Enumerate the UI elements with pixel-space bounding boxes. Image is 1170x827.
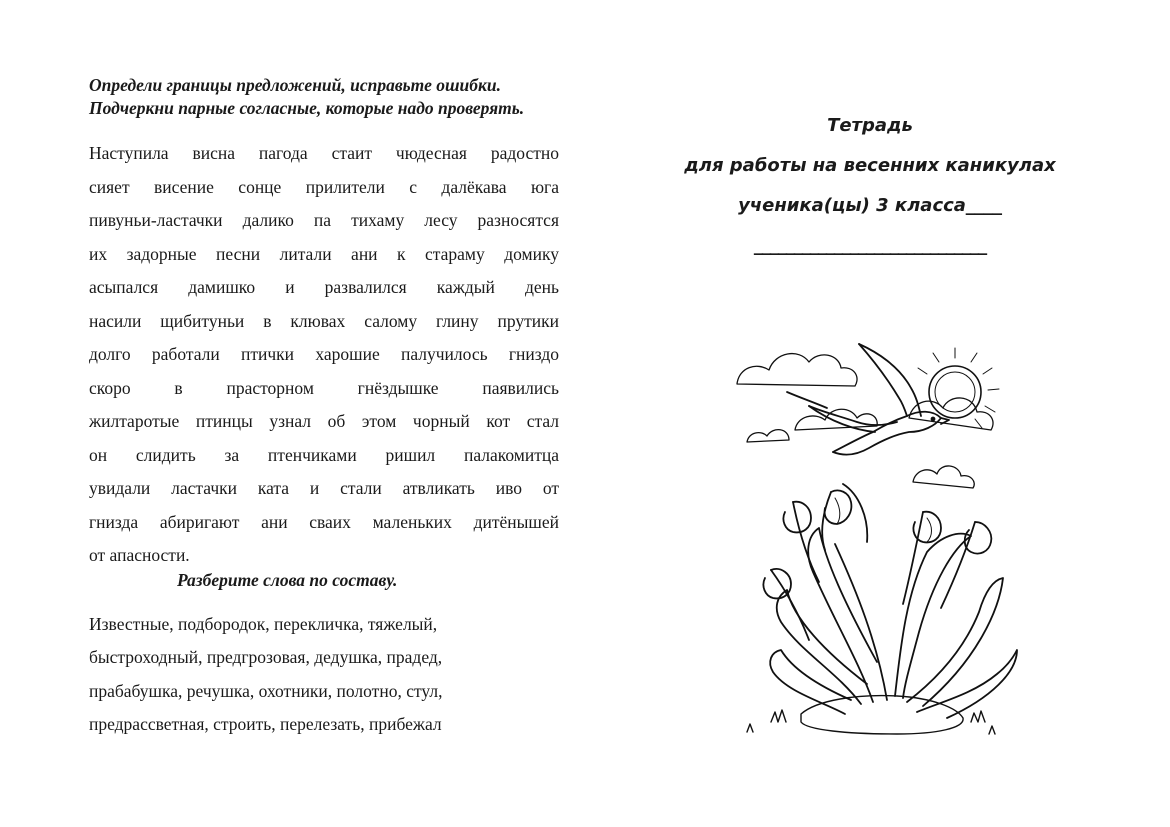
words-line: прабабушка, речушка, охотники, полотно, стул,: [89, 680, 443, 701]
cover-name-blank: _____________________________: [754, 235, 986, 256]
cover-student-line: ученика(цы) 3 класса____: [738, 195, 1002, 216]
story-line: их задорные песни литали ани к стараму домику: [89, 243, 559, 264]
story-line: насили щибитуньи в клювах салому глину прутики: [89, 310, 559, 331]
task2-title: Разберите слова по составу.: [177, 569, 398, 590]
story-line: асыпался дамишко и развалился каждый день: [89, 277, 559, 297]
sun-icon: [918, 348, 999, 428]
story-text: [89, 141, 559, 577]
left-page: [89, 74, 559, 746]
words-line: Известные, подбородок, перекличка, тяжелый,: [89, 613, 438, 634]
ground: [747, 696, 995, 734]
cover-page: [640, 112, 1100, 272]
story-line: скоро в прасторном гнёздышке паявились: [89, 377, 559, 398]
swallow-snowdrops-illustration: [727, 322, 1023, 744]
story-line: от апасности.: [89, 545, 190, 565]
story-line: сияет висение сонце прилители с далёкава юга: [89, 176, 559, 197]
swallow-bird: [787, 344, 949, 455]
words-list: [89, 612, 559, 746]
story-line: он слидить за птенчиками ришил палакомитца: [89, 444, 559, 465]
cover-subtitle: для работы на весенних каникулах: [684, 155, 1056, 176]
story-line: пивуньи-ластачки далико па тихаму лесу разносятся: [89, 210, 559, 230]
task1-title: Определи границы предложений, исправьте ошибки. Подчеркни парные согласные, которые надо проверять.: [89, 75, 525, 118]
cover-title: Тетрадь: [827, 115, 913, 136]
snowdrop-flowers: [763, 484, 1017, 718]
story-line: гнизда абиригают ани сваих маленьких дитёнышей: [89, 511, 559, 532]
story-line: Наступила висна пагода стаит чюдесная радостно: [89, 143, 559, 163]
story-line: увидали ластачки ката и стали атвликать иво от: [89, 478, 559, 498]
words-line: предрассветная, строить, перелезать, прибежал: [89, 714, 442, 734]
story-line: жилтаротые птинцы узнал об этом чорный кот стал: [89, 411, 559, 431]
story-line: долго работали птички харошие палучилось гниздо: [89, 344, 559, 364]
clouds: [737, 354, 993, 488]
words-line: быстроходный, предгрозовая, дедушка, прадед,: [89, 647, 443, 667]
